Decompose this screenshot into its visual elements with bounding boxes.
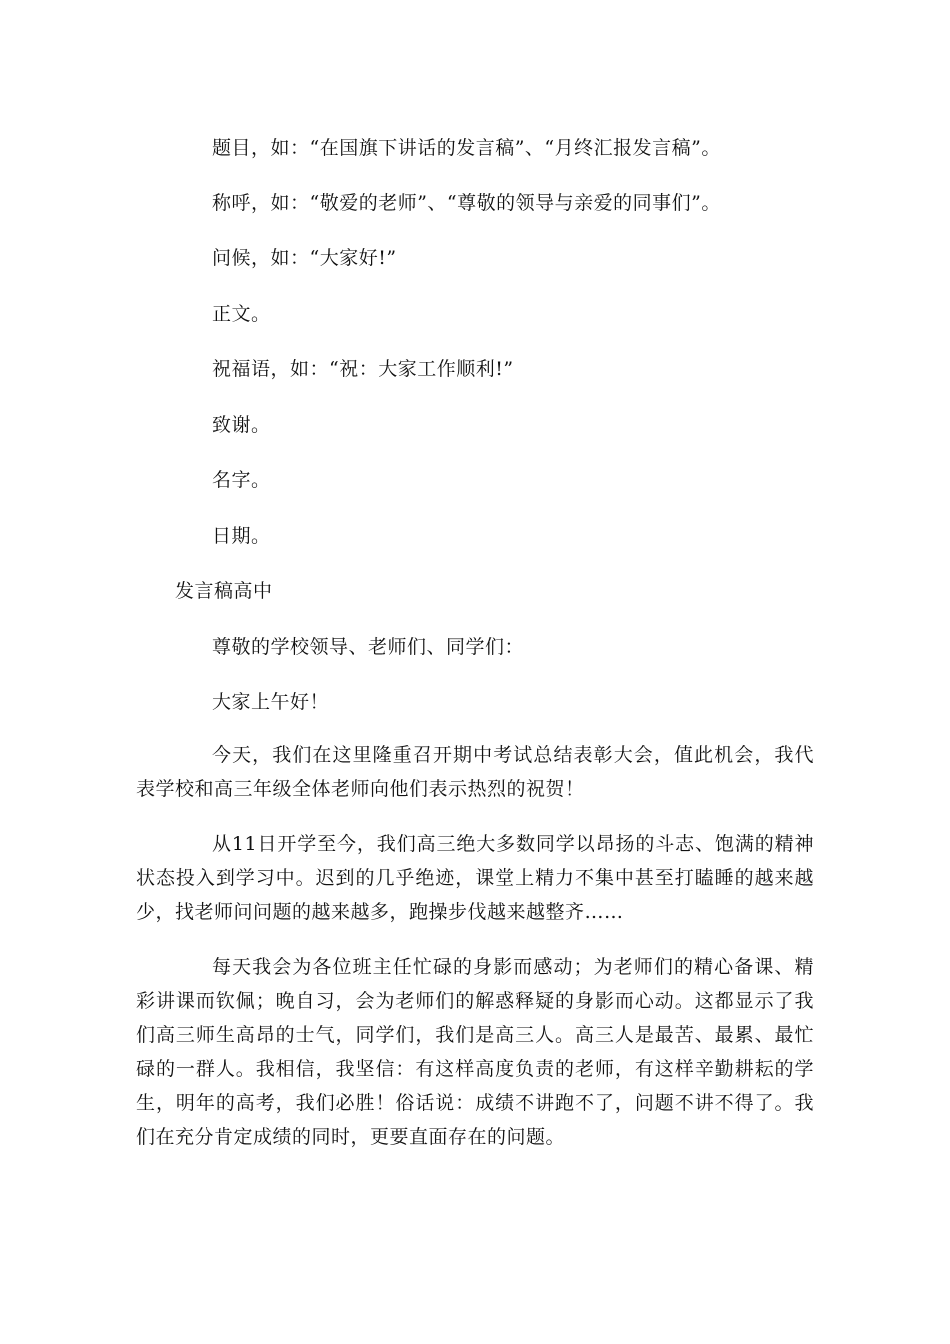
greeting: 大家上午好！	[212, 691, 330, 713]
item-body: 正文。	[212, 303, 271, 325]
item-title-example: 题目，如：“在国旗下讲话的发言稿”、“月终汇报发言稿”。	[212, 137, 721, 159]
item-greeting-example: 问候，如：“大家好!”	[212, 247, 397, 269]
item-blessing-example: 祝福语，如：“祝：大家工作顺利!”	[212, 358, 514, 380]
item-thanks: 致谢。	[212, 414, 271, 436]
section-title: 发言稿高中	[175, 580, 273, 602]
item-date: 日期。	[212, 525, 271, 547]
body-paragraph: 从11日开学至今，我们高三绝大多数同学以昂扬的斗志、饱满的精神状态投入到学习中。迟到的几乎绝迹，课堂上精力不集中甚至打瞌睡的越来越少，找老师问问题的越来越多，跑操步伐越来越整齐……	[136, 833, 814, 923]
body-paragraph: 每天我会为各位班主任忙碌的身影而感动；为老师们的精心备课、精彩讲课而钦佩；晚自习，会为老师们的解惑释疑的身影而心动。这都显示了我们高三师生高昂的士气，同学们，我们是高三人。高三人是最苦、最累、最忙碌的一群人。我相信，我坚信：有这样高度负责的老师，有这样辛勤耕耘的学生，明年的高考，我们必胜！俗话说：成绩不讲跑不了，问题不讲不得了。我们在充分肯定成绩的同时，更要直面存在的问题。	[136, 956, 814, 1148]
item-name: 名字。	[212, 469, 271, 491]
salutation: 尊敬的学校领导、老师们、同学们：	[212, 636, 525, 658]
body-paragraph: 今天，我们在这里隆重召开期中考试总结表彰大会，值此机会，我代表学校和高三年级全体老师向他们表示热烈的祝贺！	[136, 744, 814, 800]
item-salutation-example: 称呼，如：“敬爱的老师”、“尊敬的领导与亲爱的同事们”。	[212, 192, 721, 214]
